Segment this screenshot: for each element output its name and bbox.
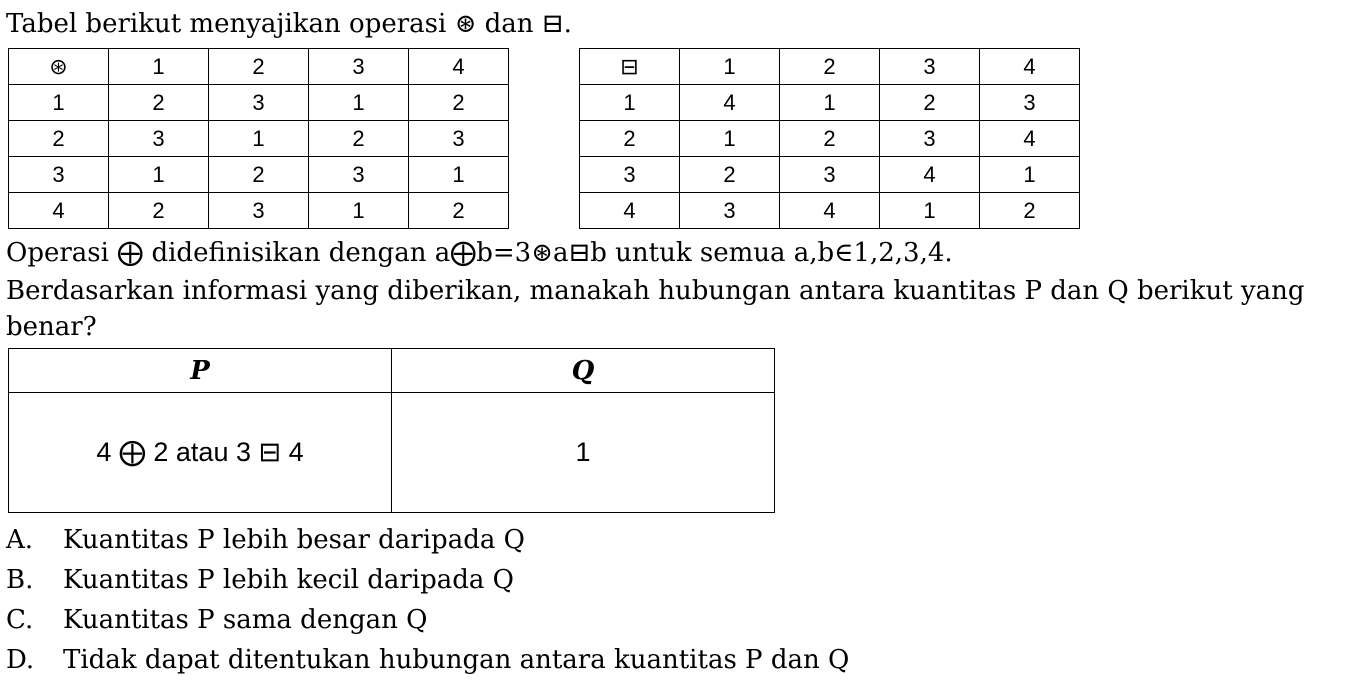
table-row bbox=[9, 85, 509, 121]
table-cell: 1 bbox=[409, 157, 509, 193]
star-operation-table bbox=[8, 48, 509, 229]
question-text-line-2: benar? bbox=[6, 312, 97, 342]
table-row bbox=[580, 157, 1080, 193]
table-cell: 1 bbox=[980, 157, 1080, 193]
option-c[interactable] bbox=[6, 602, 427, 638]
option-letter: A. bbox=[6, 525, 34, 555]
table-cell: 3 bbox=[309, 157, 409, 193]
table-header-row bbox=[9, 49, 509, 85]
option-text: Kuantitas P sama dengan Q bbox=[63, 605, 428, 635]
option-a[interactable] bbox=[6, 522, 525, 558]
table-cell: 1 bbox=[9, 85, 109, 121]
table-cell: 4 bbox=[580, 193, 680, 229]
table-cell: 3 bbox=[309, 49, 409, 85]
table-cell: 1 bbox=[680, 49, 780, 85]
p-value: 4 ⨁ 2 atau 3 ⊟ 4 bbox=[9, 393, 392, 513]
box-minus-operation-table bbox=[579, 48, 1080, 229]
table-cell: 2 bbox=[980, 193, 1080, 229]
pq-header-row bbox=[9, 349, 775, 393]
table-cell: 4 bbox=[980, 121, 1080, 157]
table-cell: 3 bbox=[780, 157, 880, 193]
table-cell: 3 bbox=[680, 193, 780, 229]
table-cell: 1 bbox=[880, 193, 980, 229]
table-cell: 2 bbox=[780, 121, 880, 157]
table-cell: 2 bbox=[309, 121, 409, 157]
table-cell: 2 bbox=[780, 49, 880, 85]
table-cell: 3 bbox=[580, 157, 680, 193]
table-cell: 2 bbox=[209, 49, 309, 85]
option-text: Tidak dapat ditentukan hubungan antara kuantitas P dan Q bbox=[63, 645, 850, 675]
table-cell: 3 bbox=[980, 85, 1080, 121]
table-cell: 4 bbox=[980, 49, 1080, 85]
q-header: Q bbox=[392, 349, 775, 393]
table-cell: 1 bbox=[109, 49, 209, 85]
table-cell: 2 bbox=[109, 85, 209, 121]
table-row bbox=[580, 193, 1080, 229]
p-header: P bbox=[9, 349, 392, 393]
table-cell: 4 bbox=[9, 193, 109, 229]
table-cell: 4 bbox=[680, 85, 780, 121]
table-cell: 3 bbox=[880, 49, 980, 85]
option-letter: D. bbox=[6, 645, 35, 675]
option-letter: B. bbox=[6, 565, 34, 595]
table-row bbox=[9, 193, 509, 229]
option-text: Kuantitas P lebih besar daripada Q bbox=[63, 525, 525, 555]
table-cell: 1 bbox=[309, 85, 409, 121]
table-row bbox=[580, 85, 1080, 121]
table-cell: 3 bbox=[209, 85, 309, 121]
intro-text: Tabel berikut menyajikan operasi ⊛ dan ⊟. bbox=[6, 9, 572, 39]
pq-value-row bbox=[9, 393, 775, 513]
table-cell: 2 bbox=[9, 121, 109, 157]
table-cell: 3 bbox=[880, 121, 980, 157]
table-cell: 2 bbox=[880, 85, 980, 121]
table-cell: 4 bbox=[409, 49, 509, 85]
option-text: Kuantitas P lebih kecil daripada Q bbox=[63, 565, 514, 595]
table-cell: 3 bbox=[409, 121, 509, 157]
q-value: 1 bbox=[392, 393, 775, 513]
table-cell: 1 bbox=[309, 193, 409, 229]
table-row bbox=[9, 157, 509, 193]
option-d[interactable] bbox=[6, 642, 849, 678]
table-row bbox=[9, 121, 509, 157]
option-b[interactable] bbox=[6, 562, 514, 598]
table-cell: 4 bbox=[780, 193, 880, 229]
table-cell: 1 bbox=[209, 121, 309, 157]
option-letter: C. bbox=[6, 605, 34, 635]
table-cell: 3 bbox=[109, 121, 209, 157]
table-cell: 2 bbox=[580, 121, 680, 157]
table-cell: 1 bbox=[780, 85, 880, 121]
table-cell: ⊟ bbox=[580, 49, 680, 85]
pq-comparison-table bbox=[8, 348, 775, 513]
table-cell: 3 bbox=[209, 193, 309, 229]
table-cell: 2 bbox=[209, 157, 309, 193]
table-cell: 2 bbox=[109, 193, 209, 229]
table-cell: 1 bbox=[109, 157, 209, 193]
table-cell: ⊛ bbox=[9, 49, 109, 85]
table-cell: 2 bbox=[680, 157, 780, 193]
table-header-row bbox=[580, 49, 1080, 85]
table-cell: 2 bbox=[409, 193, 509, 229]
table-row bbox=[580, 121, 1080, 157]
table-cell: 1 bbox=[580, 85, 680, 121]
definition-text: Operasi ⨁ didefinisikan dengan a⨁b=3⊛a⊟b untuk semua a,b∈1,2,3,4. bbox=[6, 238, 953, 268]
table-cell: 4 bbox=[880, 157, 980, 193]
table-cell: 1 bbox=[680, 121, 780, 157]
table-cell: 2 bbox=[409, 85, 509, 121]
table-cell: 3 bbox=[9, 157, 109, 193]
question-text-line-1: Berdasarkan informasi yang diberikan, manakah hubungan antara kuantitas P dan Q berikut yang bbox=[6, 276, 1305, 306]
